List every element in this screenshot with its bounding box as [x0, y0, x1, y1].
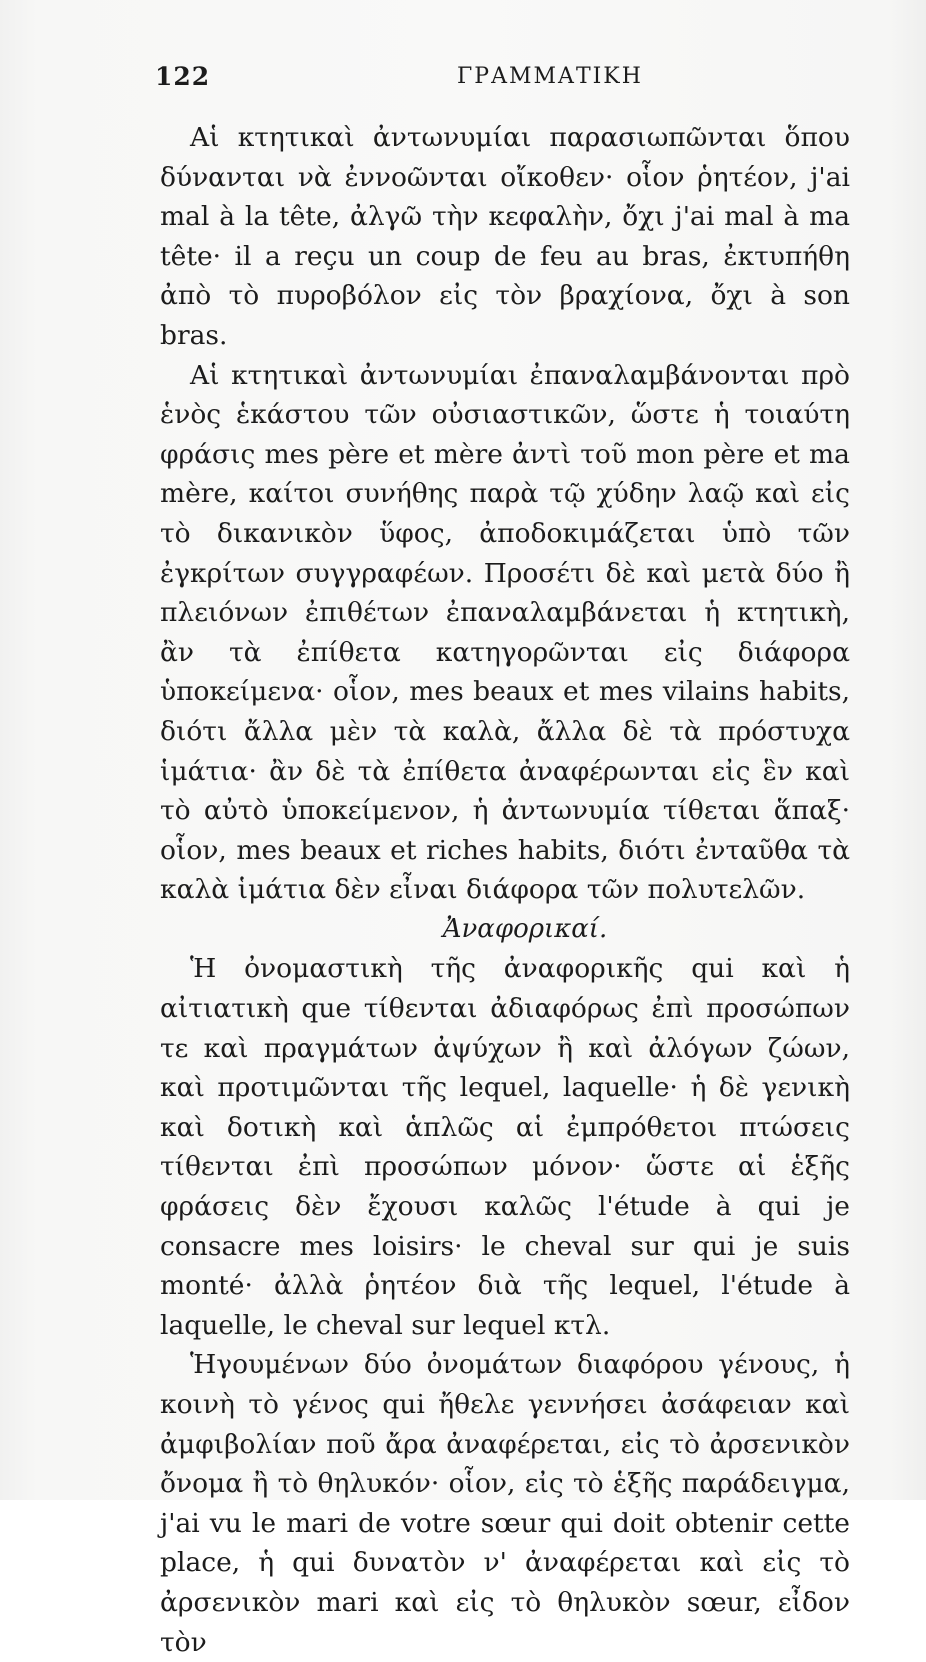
paragraph-possessive-repetition: Αἱ κτητικαὶ ἀντωνυμίαι ἐπαναλαμβάνονται πρὸ ἑνὸς ἑκάστου τῶν οὐσιαστικῶν, ὥστε ἡ τοιαύτη φράσις mes père et mère ἀντὶ τοῦ mon père et ma mère, καίτοι συνήθης παρὰ τῷ χύδην λαῷ καὶ εἰς τὸ δικανικὸν ὕφος, ἀποδοκιμάζεται ὑπὸ τῶν ἐγκρίτων συγγραφέων. Προσέτι δὲ καὶ μετὰ δύο ἢ πλειόνων ἐπιθέτων ἐπαναλαμβάνεται ἡ κτητικὴ, ἂν τὰ ἐπίθετα κατηγορῶνται εἰς διάφορα ὑποκείμενα· οἷον, mes beaux et mes vilains habits, διότι ἄλλα μὲν τὰ καλὰ, ἄλλα δὲ τὰ πρόστυχα ἱμάτια· ἂν δὲ τὰ ἐπίθετα ἀναφέρωνται εἰς ἓν καὶ τὸ αὐτὸ ὑποκείμενον, ἡ ἀντωνυμία τίθεται ἅπαξ· οἷον, mes beaux et riches habits, διότι ἐνταῦθα τὰ καλὰ ἱμάτια δὲν εἶναι διάφορα τῶν πολυτελῶν. — [160, 359, 850, 906]
paragraph-antecedent-gender: Ἡγουμένων δύο ὀνομάτων διαφόρου γένους, ἡ κοινὴ τὸ γένος qui ἤθελε γεννήσει ἀσάφειαν καὶ ἀμφιβολίαν ποῦ ἄρα ἀναφέρεται, εἰς τὸ ἀρσενικὸν ὄνομα ἢ τὸ θηλυκόν· οἷον, εἰς τὸ ἑξῆς παράδειγμα, j'ai vu le mari de votre sœur qui doit obtenir cette place, ἡ qui δυνατὸν ν' ἀναφέρεται καὶ εἰς τὸ ἀρσενικὸν mari καὶ εἰς τὸ θηλυκὸν sœur, εἶδον τὸν — [160, 1349, 850, 1658]
page-number: 122 — [155, 62, 211, 91]
running-head: ΓΡΑΜΜΑΤΙΚΗ — [457, 64, 643, 89]
paragraph-relative-pronouns: Ἡ ὀνομαστικὴ τῆς ἀναφορικῆς qui καὶ ἡ αἰτιατικὴ que τίθενται ἀδιαφόρως ἐπὶ προσώπων τε καὶ πραγμάτων ἀψύχων ἢ καὶ ἀλόγων ζώων, καὶ προτιμῶνται τῆς lequel, laquelle· ἡ δὲ γενικὴ καὶ δοτικὴ καὶ ἁπλῶς αἱ ἐμπρόθετοι πτώσεις τίθενται ἐπὶ προσώπων μόνον· ὥστε αἱ ἑξῆς φράσεις δὲν ἔχουσι καλῶς l'étude à qui je consacre mes loisirs· le cheval sur qui je suis monté· ἀλλὰ ῥητέον διὰ τῆς lequel, l'étude à laquelle, le cheval sur lequel κτλ. — [160, 953, 850, 1341]
section-heading: Ἀναφορικαί. — [442, 913, 608, 944]
paragraph-possessive-omission: Αἱ κτητικαὶ ἀντωνυμίαι παρασιωπῶνται ὅπου δύνανται νὰ ἐννοῶνται οἴκοθεν· οἷον ῥητέον, j'ai mal à la tête, ἀλγῶ τὴν κεφαλὴν, ὄχι j'ai mal à ma tête· il a reçu un coup de feu au bras, ἐκτυπήθη ἀπὸ τὸ πυροβόλον εἰς τὸν βραχίονα, ὄχι à son bras. — [160, 122, 850, 351]
page-header — [155, 62, 855, 96]
page-body — [160, 118, 850, 1662]
